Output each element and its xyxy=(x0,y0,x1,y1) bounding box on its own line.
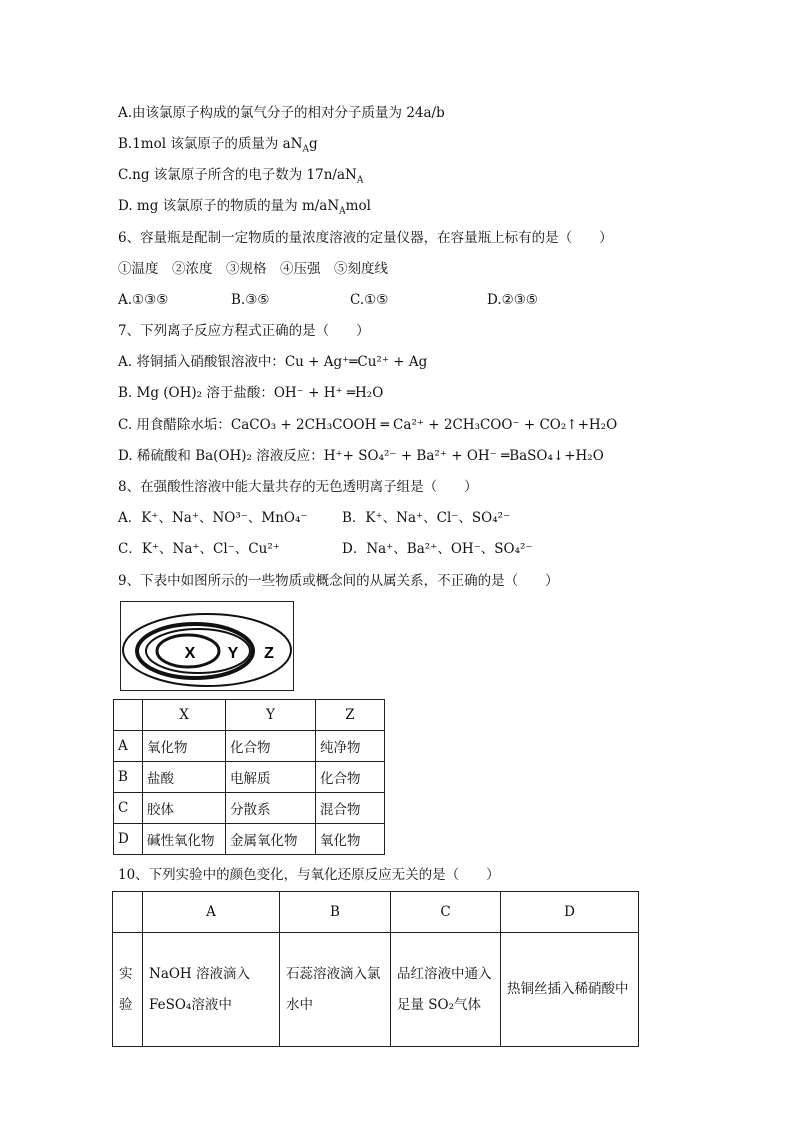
table-cell: A xyxy=(114,731,143,762)
table-cell: 金属氧化物 xyxy=(226,824,316,855)
q9-table xyxy=(113,699,385,855)
venn-label-z: Z xyxy=(264,645,274,662)
venn-label-y: Y xyxy=(227,645,239,662)
q8-option-a: A．K⁺、Na⁺、NO³⁻、MnO₄⁻ xyxy=(118,510,308,526)
table-row xyxy=(114,731,385,762)
q7-option-c: C. 用食醋除水垢：CaCO₃ + 2CH₃COOH ═ Ca²⁺ + 2CH₃COO⁻ + CO₂↑+H₂O xyxy=(118,417,618,433)
q7-option-a: A. 将铜插入硝酸银溶液中：Cu + Ag⁺═Cu²⁺ + Ag xyxy=(118,354,428,370)
table-header-cell: A xyxy=(143,892,280,933)
q6-option-a: A.①③⑤ xyxy=(118,292,169,308)
table-header-cell: D xyxy=(501,892,639,933)
q5-option-c: C.ng 该氯原子所含的电子数为 $17n/aN_A$ xyxy=(118,167,364,186)
q6-option-b: B.③⑤ xyxy=(231,292,270,308)
q8-option-d: D．Na⁺、Ba²⁺、OH⁻、SO₄²⁻ xyxy=(342,541,533,557)
table-header-cell: C xyxy=(391,892,501,933)
table-cell: 石蕊溶液滴入氯水中 xyxy=(280,933,391,1047)
table-header-row xyxy=(114,700,385,731)
table-row xyxy=(114,793,385,824)
table-cell: 电解质 xyxy=(226,762,316,793)
row-label: 实验 xyxy=(113,933,143,1047)
table-header-cell: X xyxy=(143,700,226,731)
q6-items: ①温度 ②浓度 ③规格 ④压强 ⑤刻度线 xyxy=(118,261,388,277)
table-header-cell: B xyxy=(280,892,391,933)
table-row xyxy=(114,824,385,855)
q5-option-d: D. mg 该氯原子的物质的量为 $m/aN_Amol$ xyxy=(118,198,371,217)
q7-option-b: B. Mg (OH)₂ 溶于盐酸：OH⁻ + H⁺ ═H₂O xyxy=(118,385,384,401)
table-cell: 品红溶液中通入足量 SO₂气体 xyxy=(391,933,501,1047)
table-cell: 纯净物 xyxy=(316,731,385,762)
q8-option-c: C．K⁺、Na⁺、Cl⁻、Cu²⁺ xyxy=(118,541,280,557)
table-header-cell xyxy=(114,700,143,731)
q5-option-a: A.由该氯原子构成的氯气分子的相对分子质量为 24a/b xyxy=(118,105,445,121)
q8-option-b: B．K⁺、Na⁺、Cl⁻、SO₄²⁻ xyxy=(342,510,511,526)
q8-stem: 8、在强酸性溶液中能大量共存的无色透明离子组是（ ） xyxy=(118,479,478,495)
table-header-row xyxy=(113,892,639,933)
table-cell: 碱性氧化物 xyxy=(143,824,226,855)
venn-diagram-svg xyxy=(121,602,293,690)
table-cell: 化合物 xyxy=(226,731,316,762)
table-cell: 化合物 xyxy=(316,762,385,793)
q6-stem: 6、容量瓶是配制一定物质的量浓度溶液的定量仪器，在容量瓶上标有的是（ ） xyxy=(118,230,613,246)
venn-label-x: X xyxy=(184,645,196,662)
q5-option-b: B.1mol 该氯原子的质量为 $aN_Ag$ xyxy=(118,136,318,155)
table-cell: D xyxy=(114,824,143,855)
q9-stem: 9、下表中如图所示的一些物质或概念间的从属关系，不正确的是（ ） xyxy=(118,573,559,589)
table-row xyxy=(113,933,639,1047)
table-row xyxy=(114,762,385,793)
table-header-cell: Y xyxy=(226,700,316,731)
table-cell: 胶体 xyxy=(143,793,226,824)
q6-option-d: D.②③⑤ xyxy=(487,292,538,308)
table-cell: 热铜丝插入稀硝酸中 xyxy=(501,933,639,1047)
table-header-cell xyxy=(113,892,143,933)
table-cell: 盐酸 xyxy=(143,762,226,793)
table-cell: 氧化物 xyxy=(143,731,226,762)
table-cell: B xyxy=(114,762,143,793)
q7-stem: 7、下列离子反应方程式正确的是（ ） xyxy=(118,323,370,339)
table-cell: C xyxy=(114,793,143,824)
q10-table xyxy=(112,891,639,1047)
table-cell: 氧化物 xyxy=(316,824,385,855)
venn-diagram xyxy=(120,601,294,691)
table-cell: 分散系 xyxy=(226,793,316,824)
table-cell: 混合物 xyxy=(316,793,385,824)
q7-option-d: D. 稀硫酸和 Ba(OH)₂ 溶液反应：H⁺+ SO₄²⁻ + Ba²⁺ + OH⁻ ═BaSO₄↓+H₂O xyxy=(118,448,604,464)
table-header-cell: Z xyxy=(316,700,385,731)
q6-option-c: C.①⑤ xyxy=(350,292,389,308)
q10-stem: 10、下列实验中的颜色变化，与氧化还原反应无关的是（ ） xyxy=(118,867,500,883)
table-cell: NaOH 溶液滴入 FeSO₄溶液中 xyxy=(143,933,280,1047)
